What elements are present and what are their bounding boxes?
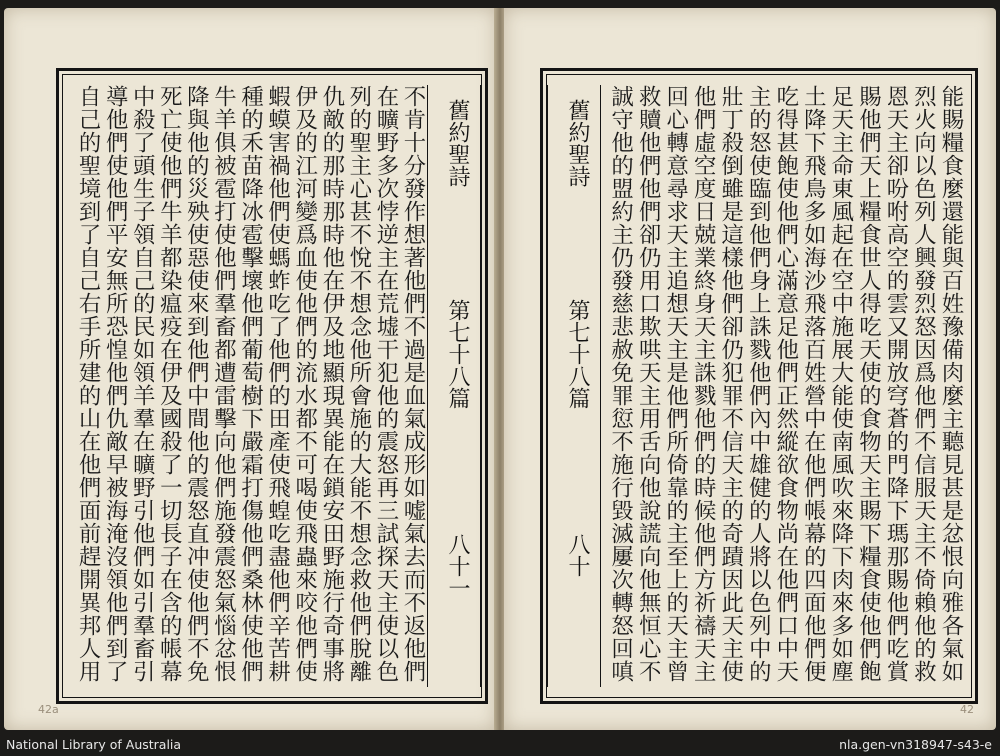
text-column: 牛羊俱被雹打使他們羣畜都遭雷擊向他們施發震怒氣惱忿恨 [210,85,237,683]
text-column: 種的禾苗降冰雹擊壞他們葡萄樹下嚴霜打傷他們桑林使他們 [237,85,264,683]
left-handwritten-folio: 42a [38,703,59,716]
left-text-columns [75,85,427,687]
text-column: 蝦蟆害禍他們使螞蚱吃了他們的田產使飛蝗吃盡他們辛苦耕 [264,85,291,683]
text-column: 不肯十分發作想著他們不過是血氣成形如嘘氣去而不返他們 [400,85,426,683]
right-text-frame [540,68,978,704]
text-column: 土降下飛鳥多如海沙飛落百姓營中在他們帳幕的四面他們便 [800,85,827,683]
left-margin-strip [427,85,481,687]
right-page-number: 八十 [565,533,590,577]
text-column: 賜他們天上糧食世人得吃天使的食物天主賜下糧食使他們飽 [855,85,882,683]
text-column: 能賜糧食麼還能與百姓豫備肉麼主聽見甚是忿恨向雅各氣如 [938,85,964,683]
text-column: 死亡使他們牛羊都染瘟疫在伊及國殺了一切長子在含的帳幕 [156,85,183,683]
left-book-title: 舊約聖詩 [445,99,470,187]
text-column: 他們虛空度日兢業終身天主誅戮他們的時候他們方祈禱天主 [690,85,717,683]
text-column: 救贖他們他們卻仍用口欺哄天主用舌向他說謊向他無恒心不 [635,85,662,683]
text-column: 自己的聖境到了自己右手所建的山在他們面前趕開異邦人用 [75,85,102,683]
left-text-frame [56,68,488,704]
right-margin-strip [547,85,601,687]
text-column: 在曠野多次悖逆主在荒墟干犯他的震怒再三試探天主使以色 [372,85,399,683]
text-column: 伊及的江河變爲血使他們的流水都不可喝使飛蟲來咬他們使 [291,85,318,683]
text-column: 足天主命東風起在空中施展大能使南風吹來降下肉來多如塵 [827,85,854,683]
right-page [504,8,996,730]
text-column: 降與他的災殃使惡使來到他們中間他的震怒直冲使他們不免 [183,85,210,683]
text-column: 誠守他的盟約主仍發慈悲赦免罪愆不施行毀滅屢次轉怒回嗔 [607,85,634,683]
right-text-columns [607,85,965,687]
text-column: 主的怒使臨到他們身上誅戮他們內中雄健的人將以色列中的 [745,85,772,683]
right-book-title: 舊約聖詩 [565,99,590,187]
left-page-number: 八十一 [445,533,470,599]
right-chapter-heading: 第七十八篇 [565,299,590,409]
text-column: 恩天主卻吩咐高空的雲又開放穹蒼的門降下瑪那賜他們吃賞 [882,85,909,683]
left-page [4,8,496,730]
left-chapter-heading: 第七十八篇 [445,299,470,409]
text-column: 中殺了頭生子領自己的民如領羊羣在曠野引他們如引羣畜引 [129,85,156,683]
footer-bar [0,734,1000,756]
text-column: 列的聖主心甚不悅不想念他所會施的大能不想念救他們脫離 [345,85,372,683]
source-label: National Library of Australia [6,737,182,752]
right-handwritten-folio: 42 [960,703,974,716]
text-column: 回心轉意尋求天主追想天主是他們所倚靠的主至上的天主曾 [662,85,689,683]
text-column: 仇敵的那時那時他在伊及地顯現異能在鎖安田野施行奇事將 [318,85,345,683]
text-column: 壯丁殺倒雖是這樣他們卻仍犯罪不信天主的奇蹟因此天主使 [717,85,744,683]
text-column: 導他們使他們平安無所恐惶他們仇敵早被海淹沒領他們到了 [102,85,129,683]
text-column: 吃得甚飽使他們心滿意足他們正然縱欲食物尚在他們口中天 [772,85,799,683]
text-column: 烈火向以色列人興發烈怒因爲他們不信服天主不倚賴他的救 [910,85,937,683]
identifier-label: nla.gen-vn318947-s43-e [839,737,992,752]
